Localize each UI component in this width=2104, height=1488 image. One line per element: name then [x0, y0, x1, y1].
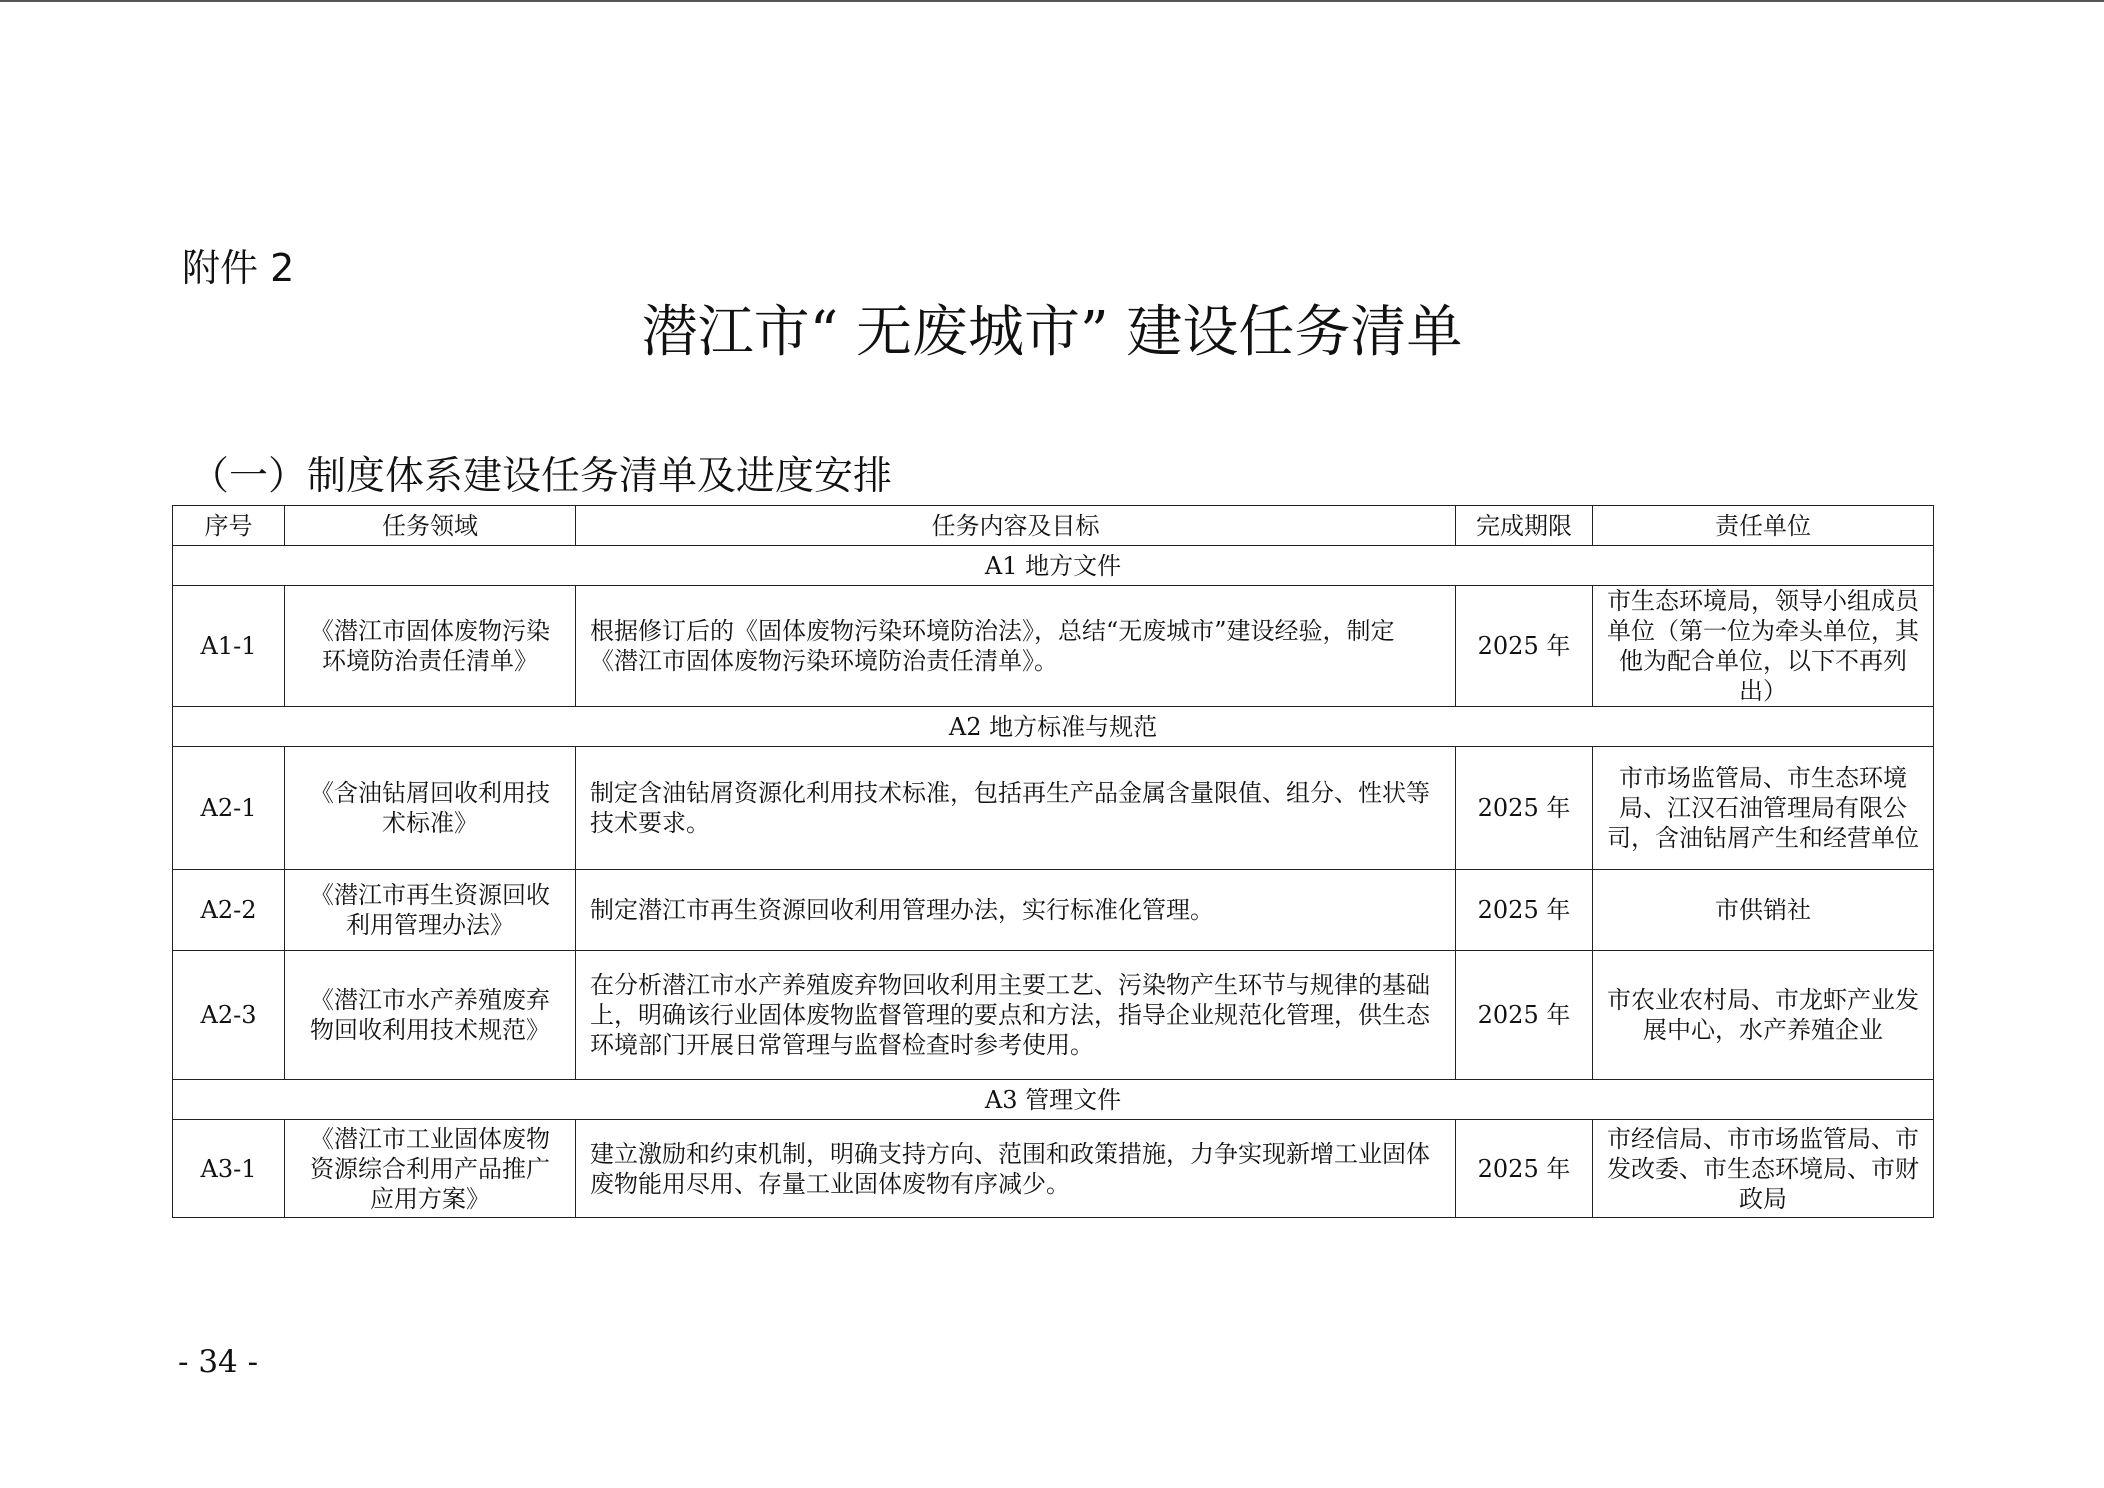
header-content: 任务内容及目标 [576, 506, 1456, 546]
row-deadline: 2025 年 [1456, 747, 1593, 870]
row-unit: 市生态环境局，领导小组成员单位（第一位为牵头单位，其他为配合单位，以下不再列出） [1593, 586, 1934, 707]
row-deadline: 2025 年 [1456, 1120, 1593, 1218]
row-seq: A3-1 [173, 1120, 285, 1218]
page-number: - 34 - [178, 1344, 259, 1380]
group-label: A1 地方文件 [173, 546, 1934, 586]
row-content: 根据修订后的《固体废物污染环境防治法》，总结“无废城市”建设经验，制定《潜江市固体废物污染环境防治责任清单》。 [576, 586, 1456, 707]
header-deadline: 完成期限 [1456, 506, 1593, 546]
row-content: 在分析潜江市水产养殖废弃物回收利用主要工艺、污染物产生环节与规律的基础上，明确该行业固体废物监督管理的要点和方法，指导企业规范化管理，供生态环境部门开展日常管理与监督检查时参考使用。 [576, 951, 1456, 1080]
row-deadline: 2025 年 [1456, 870, 1593, 951]
table-row [173, 870, 1934, 951]
document-title: 潜江市“ 无废城市” 建设任务清单 [641, 300, 1463, 365]
group-row-a2 [173, 707, 1934, 747]
header-field: 任务领域 [285, 506, 576, 546]
row-unit: 市市场监管局、市生态环境局、江汉石油管理局有限公司，含油钻屑产生和经营单位 [1593, 747, 1934, 870]
header-seq: 序号 [173, 506, 285, 546]
table-row [173, 586, 1934, 707]
table-row [173, 747, 1934, 870]
row-content: 制定潜江市再生资源回收利用管理办法，实行标准化管理。 [576, 870, 1456, 951]
table-row [173, 1120, 1934, 1218]
row-field: 《含油钻屑回收利用技术标准》 [285, 747, 576, 870]
row-field: 《潜江市再生资源回收利用管理办法》 [285, 870, 576, 951]
row-field: 《潜江市固体废物污染环境防治责任清单》 [285, 586, 576, 707]
row-content: 建立激励和约束机制，明确支持方向、范围和政策措施，力争实现新增工业固体废物能用尽用、存量工业固体废物有序减少。 [576, 1120, 1456, 1218]
row-seq: A2-1 [173, 747, 285, 870]
row-seq: A2-3 [173, 951, 285, 1080]
row-unit: 市经信局、市市场监管局、市发改委、市生态环境局、市财政局 [1593, 1120, 1934, 1218]
section-heading: （一）制度体系建设任务清单及进度安排 [190, 454, 893, 499]
table-header-row [173, 506, 1934, 546]
task-table [172, 505, 1934, 1218]
row-content: 制定含油钻屑资源化利用技术标准，包括再生产品金属含量限值、组分、性状等技术要求。 [576, 747, 1456, 870]
row-field: 《潜江市工业固体废物资源综合利用产品推广应用方案》 [285, 1120, 576, 1218]
row-seq: A2-2 [173, 870, 285, 951]
group-label: A2 地方标准与规范 [173, 707, 1934, 747]
attachment-label: 附件 2 [182, 246, 295, 290]
table-row [173, 951, 1934, 1080]
group-row-a3 [173, 1080, 1934, 1120]
header-unit: 责任单位 [1593, 506, 1934, 546]
page-top-border [0, 0, 2104, 2]
row-deadline: 2025 年 [1456, 951, 1593, 1080]
row-field: 《潜江市水产养殖废弃物回收利用技术规范》 [285, 951, 576, 1080]
row-deadline: 2025 年 [1456, 586, 1593, 707]
group-row-a1 [173, 546, 1934, 586]
row-unit: 市农业农村局、市龙虾产业发展中心，水产养殖企业 [1593, 951, 1934, 1080]
row-unit: 市供销社 [1593, 870, 1934, 951]
group-label: A3 管理文件 [173, 1080, 1934, 1120]
row-seq: A1-1 [173, 586, 285, 707]
